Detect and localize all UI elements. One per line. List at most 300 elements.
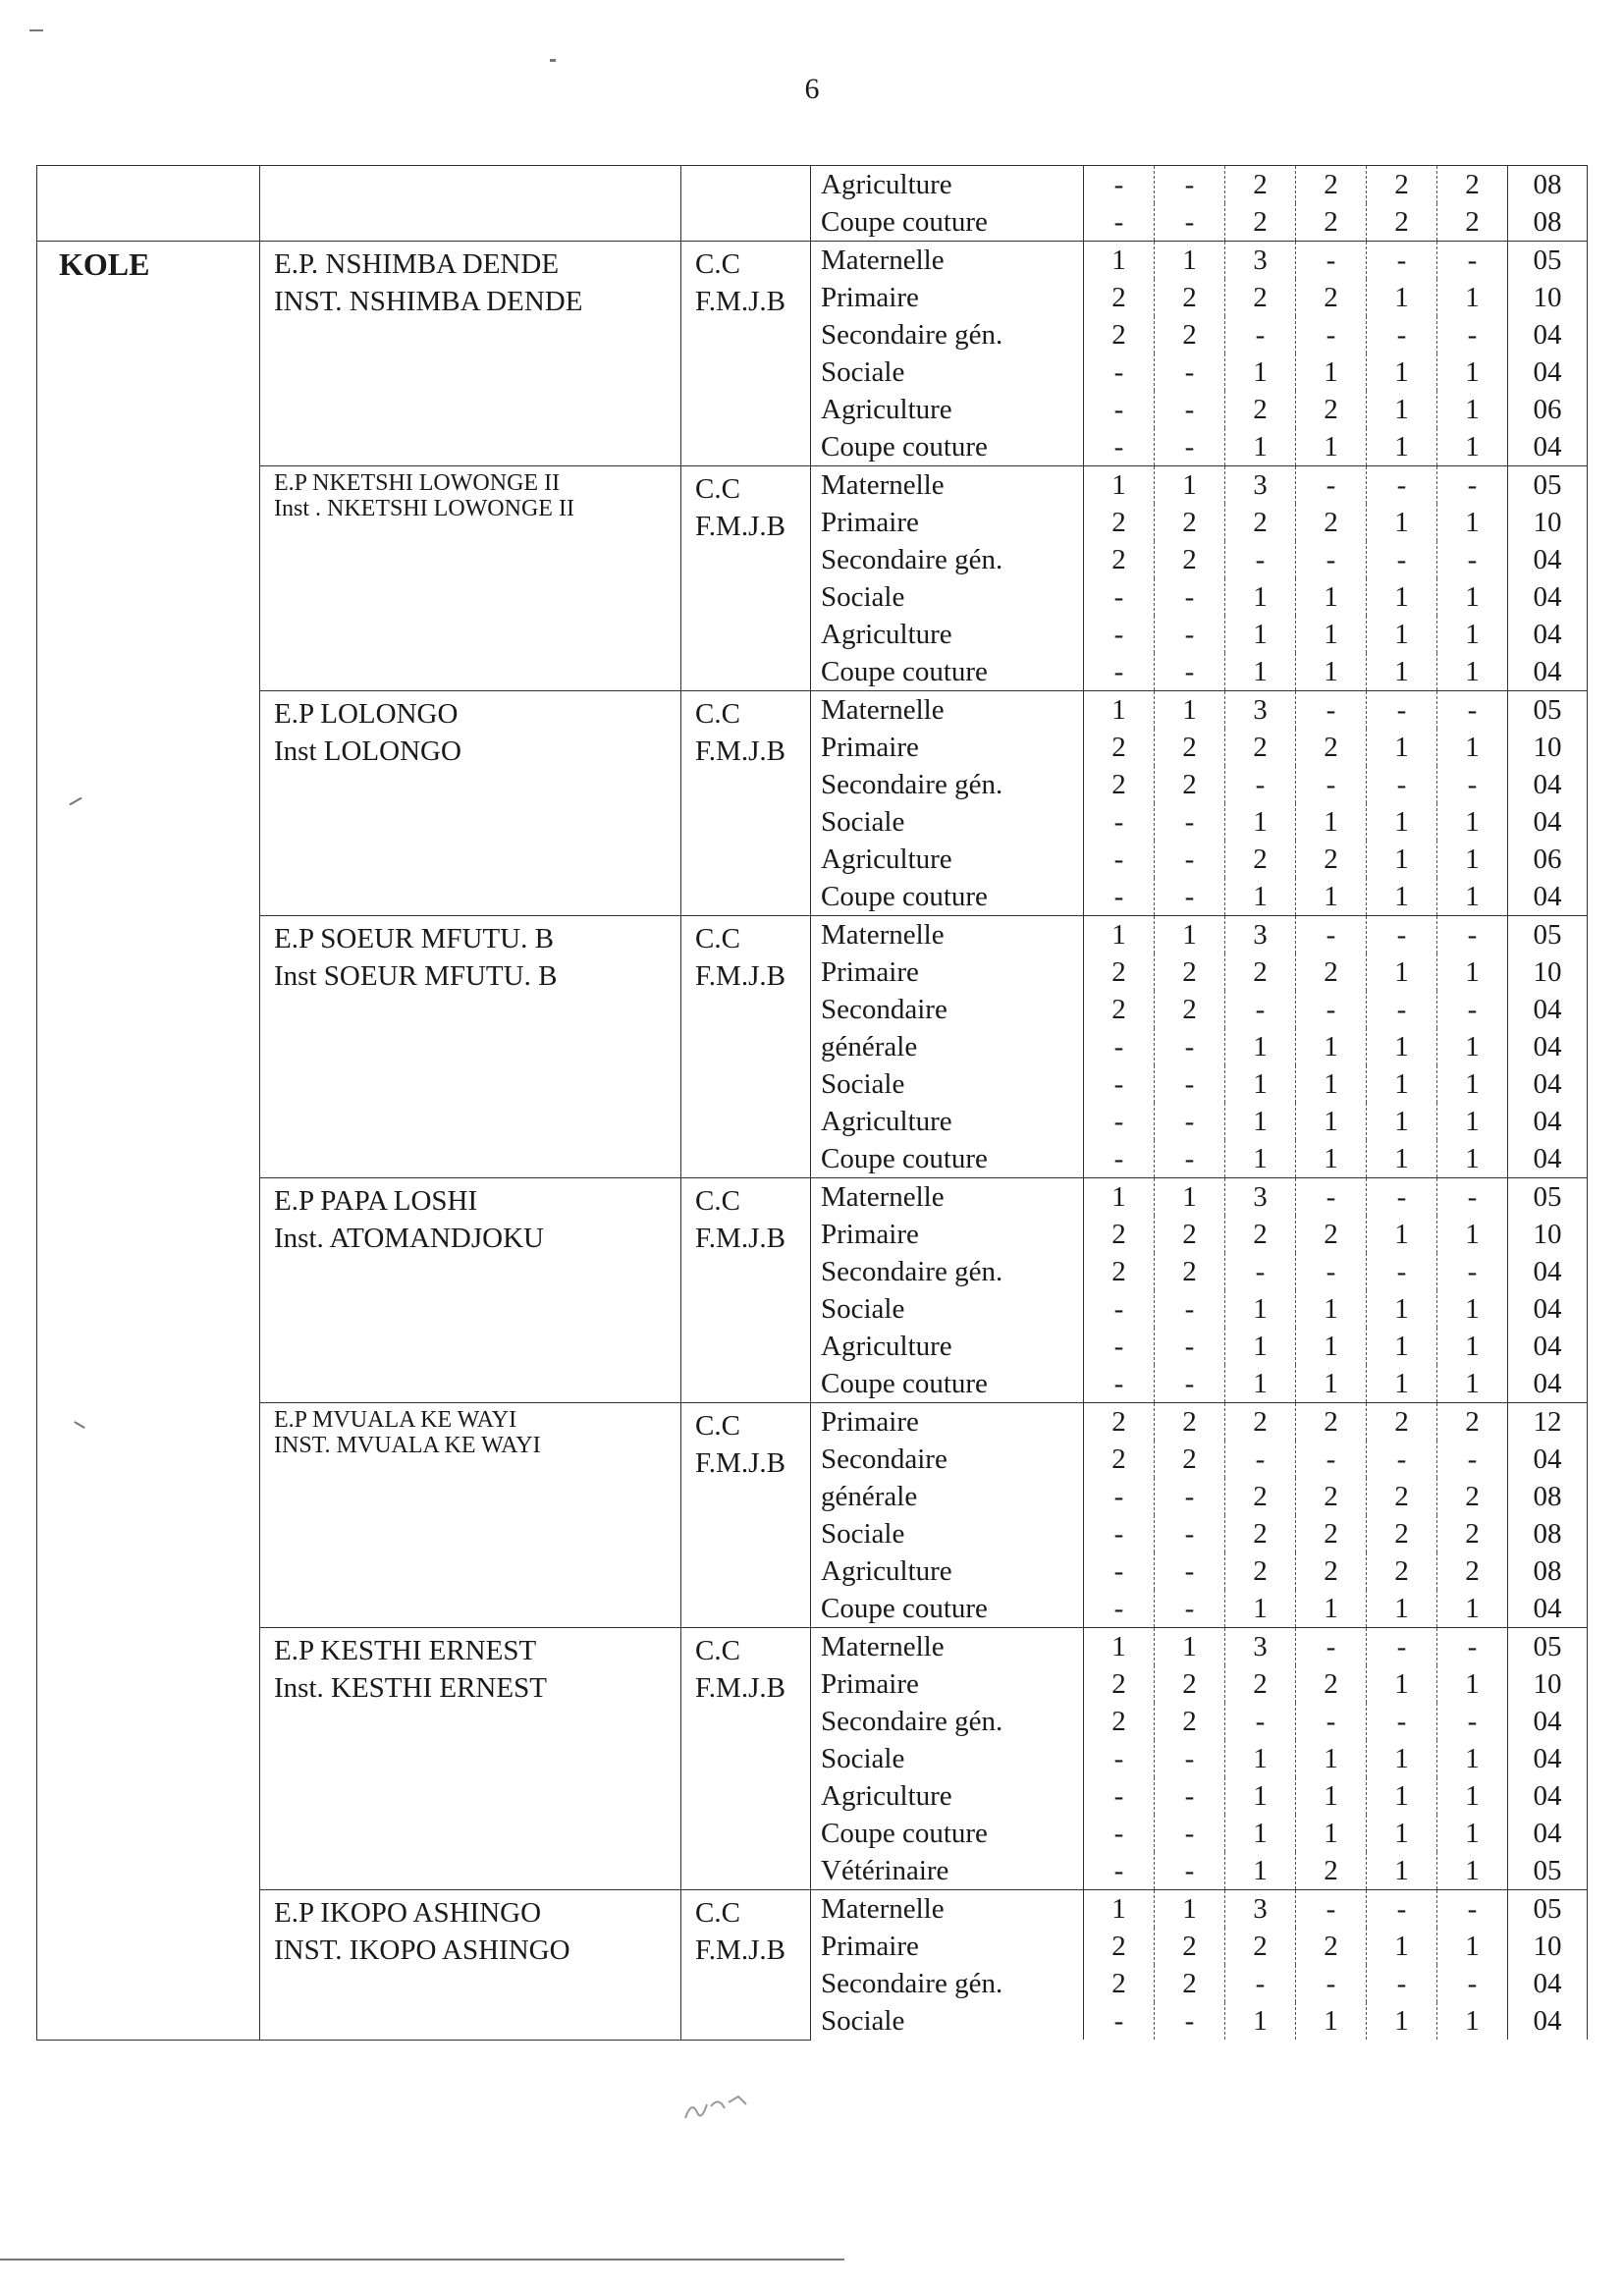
count-cell: 3 [1225, 916, 1296, 954]
total-cell: 08 [1508, 1478, 1588, 1515]
total-cell: 05 [1508, 1178, 1588, 1217]
subject-cell: Sociale [811, 1065, 1084, 1103]
count-cell: 2 [1155, 316, 1225, 354]
total-cell: 10 [1508, 279, 1588, 316]
school-type-label: C.C [695, 1410, 740, 1442]
count-cell: 2 [1084, 1403, 1155, 1442]
scan-speck [550, 59, 556, 62]
total-cell: 04 [1508, 1703, 1588, 1740]
subject-cell: Agriculture [811, 166, 1084, 204]
total-cell: 04 [1508, 541, 1588, 578]
subject-cell: Secondaire gén. [811, 541, 1084, 578]
count-cell: 2 [1296, 1515, 1367, 1552]
count-cell: 1 [1225, 1777, 1296, 1815]
count-cell: - [1225, 541, 1296, 578]
count-cell: 1 [1437, 578, 1508, 616]
count-cell: 1 [1367, 1328, 1437, 1365]
total-cell: 04 [1508, 316, 1588, 354]
count-cell: 1 [1155, 1890, 1225, 1929]
total-cell: 04 [1508, 1965, 1588, 2002]
school-type-label: F.M.J.B [695, 735, 785, 767]
count-cell: - [1225, 991, 1296, 1028]
count-cell: - [1155, 1140, 1225, 1178]
count-cell: 1 [1225, 878, 1296, 916]
subject-cell: Maternelle [811, 916, 1084, 954]
count-cell: 3 [1225, 1178, 1296, 1217]
total-cell: 08 [1508, 1515, 1588, 1552]
school-type [681, 1890, 811, 2041]
count-cell: - [1437, 1178, 1508, 1217]
count-cell: - [1437, 1965, 1508, 2002]
total-cell: 06 [1508, 841, 1588, 878]
count-cell: 2 [1367, 1552, 1437, 1590]
footer-rule [0, 2259, 844, 2260]
count-cell: - [1084, 616, 1155, 653]
count-cell: - [1155, 1777, 1225, 1815]
count-cell: - [1084, 166, 1155, 204]
subject-cell: Agriculture [811, 1328, 1084, 1365]
count-cell: 2 [1155, 1965, 1225, 2002]
count-cell: 1 [1437, 878, 1508, 916]
count-cell: - [1155, 1478, 1225, 1515]
count-cell: 1 [1296, 878, 1367, 916]
count-cell: 1 [1225, 354, 1296, 391]
count-cell: 2 [1296, 1928, 1367, 1965]
count-cell: 2 [1296, 504, 1367, 541]
count-cell: 2 [1225, 1515, 1296, 1552]
subject-cell: Primaire [811, 729, 1084, 766]
count-cell: - [1084, 653, 1155, 691]
count-cell: 2 [1084, 1965, 1155, 2002]
school-names [260, 1178, 681, 1403]
subject-cell: Secondaire gén. [811, 766, 1084, 803]
count-cell: 1 [1296, 616, 1367, 653]
count-cell: 1 [1437, 279, 1508, 316]
count-cell: - [1367, 916, 1437, 954]
count-cell: 2 [1155, 279, 1225, 316]
count-cell: 1 [1367, 1065, 1437, 1103]
subject-cell: Secondaire [811, 991, 1084, 1028]
count-cell: 1 [1225, 1740, 1296, 1777]
count-cell: - [1084, 1590, 1155, 1628]
count-cell: 1 [1084, 916, 1155, 954]
count-cell: - [1084, 1140, 1155, 1178]
count-cell: - [1084, 1365, 1155, 1403]
table-row [37, 1628, 1588, 1666]
subject-cell: Agriculture [811, 1777, 1084, 1815]
count-cell: - [1084, 878, 1155, 916]
school-names [260, 1403, 681, 1628]
count-cell: 1 [1367, 953, 1437, 991]
school-name: E.P NKETSHI LOWONGE II [274, 470, 561, 496]
count-cell: 2 [1155, 766, 1225, 803]
count-cell: 1 [1155, 242, 1225, 280]
school-name: E.P IKOPO ASHINGO [274, 1897, 542, 1929]
count-cell: 3 [1225, 1628, 1296, 1666]
total-cell: 04 [1508, 578, 1588, 616]
count-cell: 1 [1367, 1028, 1437, 1065]
empty-cell [260, 166, 681, 242]
count-cell: 1 [1084, 691, 1155, 730]
count-cell: 2 [1296, 203, 1367, 242]
staff-allocation-table [36, 165, 1588, 2041]
count-cell: 1 [1367, 1103, 1437, 1140]
total-cell: 08 [1508, 203, 1588, 242]
count-cell: - [1296, 766, 1367, 803]
count-cell: - [1225, 1441, 1296, 1478]
count-cell: 1 [1367, 1777, 1437, 1815]
count-cell: - [1084, 1552, 1155, 1590]
school-name: Inst . NKETSHI LOWONGE II [274, 496, 574, 521]
school-name: E.P MVUALA KE WAYI [274, 1407, 517, 1433]
count-cell: 2 [1084, 541, 1155, 578]
count-cell: 1 [1367, 653, 1437, 691]
count-cell: - [1437, 991, 1508, 1028]
school-type-label: F.M.J.B [695, 286, 785, 317]
count-cell: 1 [1155, 916, 1225, 954]
count-cell: - [1155, 1740, 1225, 1777]
count-cell: 2 [1155, 1441, 1225, 1478]
count-cell: - [1367, 1890, 1437, 1929]
count-cell: - [1367, 1628, 1437, 1666]
count-cell: - [1296, 1890, 1367, 1929]
subject-cell: Primaire [811, 1403, 1084, 1442]
count-cell: 1 [1084, 242, 1155, 280]
subject-cell: Sociale [811, 803, 1084, 841]
count-cell: 2 [1367, 1403, 1437, 1442]
count-cell: 1 [1367, 1740, 1437, 1777]
count-cell: - [1084, 1478, 1155, 1515]
count-cell: 2 [1155, 1928, 1225, 1965]
count-cell: 1 [1367, 1852, 1437, 1890]
count-cell: 2 [1084, 1703, 1155, 1740]
table-row [37, 916, 1588, 954]
table-row [37, 1178, 1588, 1217]
count-cell: 1 [1296, 1590, 1367, 1628]
count-cell: - [1155, 428, 1225, 466]
count-cell: - [1155, 1590, 1225, 1628]
total-cell: 05 [1508, 916, 1588, 954]
subject-cell: Primaire [811, 279, 1084, 316]
total-cell: 04 [1508, 803, 1588, 841]
count-cell: 1 [1296, 354, 1367, 391]
count-cell: - [1155, 1852, 1225, 1890]
school-name: INST. IKOPO ASHINGO [274, 1934, 570, 1966]
school-type-label: C.C [695, 698, 740, 730]
count-cell: - [1155, 578, 1225, 616]
subject-cell: Coupe couture [811, 428, 1084, 466]
count-cell: 1 [1367, 1815, 1437, 1852]
count-cell: 1 [1437, 391, 1508, 428]
count-cell: 1 [1437, 1140, 1508, 1178]
total-cell: 05 [1508, 242, 1588, 280]
count-cell: 2 [1367, 1515, 1437, 1552]
total-cell: 04 [1508, 428, 1588, 466]
count-cell: 2 [1296, 1478, 1367, 1515]
count-cell: 1 [1367, 428, 1437, 466]
count-cell: 2 [1367, 203, 1437, 242]
count-cell: 1 [1437, 616, 1508, 653]
total-cell: 10 [1508, 729, 1588, 766]
count-cell: 2 [1437, 166, 1508, 204]
count-cell: 1 [1225, 616, 1296, 653]
total-cell: 04 [1508, 1065, 1588, 1103]
count-cell: 1 [1437, 1328, 1508, 1365]
count-cell: 2 [1225, 729, 1296, 766]
count-cell: - [1084, 1740, 1155, 1777]
subject-cell: Sociale [811, 354, 1084, 391]
count-cell: 2 [1084, 1928, 1155, 1965]
count-cell: - [1225, 316, 1296, 354]
total-cell: 04 [1508, 1328, 1588, 1365]
total-cell: 04 [1508, 354, 1588, 391]
count-cell: 2 [1084, 1665, 1155, 1703]
count-cell: 1 [1367, 729, 1437, 766]
count-cell: 2 [1225, 391, 1296, 428]
table-row [37, 166, 1588, 204]
count-cell: 1 [1084, 1890, 1155, 1929]
school-name: Inst SOEUR MFUTU. B [274, 960, 558, 992]
count-cell: 1 [1437, 1065, 1508, 1103]
count-cell: - [1155, 878, 1225, 916]
count-cell: 1 [1367, 1140, 1437, 1178]
count-cell: 1 [1296, 1328, 1367, 1365]
count-cell: 2 [1225, 1216, 1296, 1253]
school-names [260, 466, 681, 691]
count-cell: 1 [1437, 1028, 1508, 1065]
total-cell: 12 [1508, 1403, 1588, 1442]
count-cell: 1 [1296, 1815, 1367, 1852]
count-cell: 2 [1084, 766, 1155, 803]
count-cell: - [1155, 841, 1225, 878]
count-cell: - [1155, 1290, 1225, 1328]
subject-cell: Coupe couture [811, 203, 1084, 242]
table-row [37, 242, 1588, 280]
count-cell: - [1084, 354, 1155, 391]
total-cell: 10 [1508, 504, 1588, 541]
count-cell: 1 [1296, 803, 1367, 841]
count-cell: 1 [1367, 1665, 1437, 1703]
subject-cell: Primaire [811, 504, 1084, 541]
total-cell: 10 [1508, 1928, 1588, 1965]
count-cell: 2 [1367, 166, 1437, 204]
count-cell: 2 [1437, 1478, 1508, 1515]
subject-cell: Sociale [811, 1740, 1084, 1777]
count-cell: - [1155, 1552, 1225, 1590]
subject-cell: Secondaire gén. [811, 1965, 1084, 2002]
table-row [37, 1403, 1588, 1442]
total-cell: 08 [1508, 1552, 1588, 1590]
school-type-label: C.C [695, 473, 740, 505]
total-cell: 05 [1508, 1852, 1588, 1890]
subject-cell: Sociale [811, 1515, 1084, 1552]
count-cell: - [1367, 1703, 1437, 1740]
school-type [681, 1403, 811, 1628]
count-cell: 3 [1225, 1890, 1296, 1929]
count-cell: - [1155, 1328, 1225, 1365]
count-cell: 1 [1296, 1140, 1367, 1178]
total-cell: 04 [1508, 1815, 1588, 1852]
count-cell: 1 [1437, 1216, 1508, 1253]
count-cell: 1 [1296, 1365, 1367, 1403]
count-cell: - [1296, 991, 1367, 1028]
count-cell: 2 [1437, 203, 1508, 242]
count-cell: 1 [1225, 1140, 1296, 1178]
count-cell: - [1084, 803, 1155, 841]
count-cell: 2 [1296, 391, 1367, 428]
count-cell: - [1225, 1253, 1296, 1290]
count-cell: 1 [1225, 1065, 1296, 1103]
count-cell: - [1367, 316, 1437, 354]
count-cell: - [1437, 1628, 1508, 1666]
count-cell: - [1155, 1815, 1225, 1852]
count-cell: 2 [1225, 166, 1296, 204]
count-cell: 1 [1225, 1815, 1296, 1852]
count-cell: - [1084, 1852, 1155, 1890]
table-row [37, 466, 1588, 505]
total-cell: 05 [1508, 691, 1588, 730]
count-cell: 2 [1296, 1552, 1367, 1590]
count-cell: - [1367, 242, 1437, 280]
count-cell: 2 [1084, 953, 1155, 991]
count-cell: 1 [1225, 803, 1296, 841]
subject-cell: Sociale [811, 578, 1084, 616]
count-cell: 1 [1225, 428, 1296, 466]
count-cell: - [1437, 316, 1508, 354]
count-cell: 2 [1084, 279, 1155, 316]
count-cell: - [1367, 1441, 1437, 1478]
count-cell: 2 [1225, 504, 1296, 541]
school-name: Inst. KESTHI ERNEST [274, 1672, 547, 1704]
count-cell: - [1367, 1965, 1437, 2002]
total-cell: 08 [1508, 166, 1588, 204]
subject-cell: Coupe couture [811, 878, 1084, 916]
count-cell: - [1155, 166, 1225, 204]
count-cell: 1 [1367, 1590, 1437, 1628]
school-type-label: C.C [695, 1185, 740, 1217]
total-cell: 04 [1508, 653, 1588, 691]
count-cell: - [1437, 766, 1508, 803]
subject-cell: Secondaire gén. [811, 1703, 1084, 1740]
school-type-label: F.M.J.B [695, 960, 785, 992]
total-cell: 04 [1508, 1140, 1588, 1178]
table-row [37, 1890, 1588, 1929]
count-cell: - [1296, 916, 1367, 954]
count-cell: - [1225, 1703, 1296, 1740]
subject-cell: Maternelle [811, 242, 1084, 280]
count-cell: 1 [1296, 653, 1367, 691]
count-cell: 2 [1155, 953, 1225, 991]
subject-cell: Sociale [811, 1290, 1084, 1328]
school-type-label: C.C [695, 923, 740, 954]
school-name: INST. NSHIMBA DENDE [274, 286, 583, 317]
subject-cell: Maternelle [811, 1178, 1084, 1217]
subject-cell: Coupe couture [811, 1365, 1084, 1403]
count-cell: 2 [1155, 1253, 1225, 1290]
subject-cell: Coupe couture [811, 1815, 1084, 1852]
count-cell: - [1296, 691, 1367, 730]
count-cell: 1 [1437, 1815, 1508, 1852]
total-cell: 06 [1508, 391, 1588, 428]
school-names [260, 1890, 681, 2041]
subject-cell: Agriculture [811, 841, 1084, 878]
count-cell: 1 [1296, 1740, 1367, 1777]
count-cell: 2 [1296, 279, 1367, 316]
count-cell: 2 [1225, 1928, 1296, 1965]
count-cell: 2 [1155, 1665, 1225, 1703]
count-cell: - [1084, 1515, 1155, 1552]
count-cell: 1 [1437, 653, 1508, 691]
count-cell: - [1296, 1253, 1367, 1290]
total-cell: 04 [1508, 878, 1588, 916]
total-cell: 04 [1508, 1740, 1588, 1777]
school-type-label: F.M.J.B [695, 1447, 785, 1479]
subject-cell: Coupe couture [811, 1140, 1084, 1178]
count-cell: - [1155, 391, 1225, 428]
total-cell: 04 [1508, 766, 1588, 803]
subject-cell: générale [811, 1478, 1084, 1515]
school-type [681, 242, 811, 466]
count-cell: 2 [1155, 729, 1225, 766]
count-cell: 2 [1296, 953, 1367, 991]
count-cell: - [1155, 653, 1225, 691]
count-cell: 2 [1296, 1216, 1367, 1253]
subject-cell: Coupe couture [811, 653, 1084, 691]
count-cell: - [1084, 1290, 1155, 1328]
count-cell: - [1155, 616, 1225, 653]
count-cell: - [1367, 466, 1437, 505]
table-row [37, 691, 1588, 730]
count-cell: 2 [1084, 1253, 1155, 1290]
school-name: E.P. NSHIMBA DENDE [274, 248, 560, 280]
school-name: E.P PAPA LOSHI [274, 1185, 478, 1217]
count-cell: - [1367, 1178, 1437, 1217]
count-cell: - [1155, 803, 1225, 841]
school-type-label: F.M.J.B [695, 1223, 785, 1254]
count-cell: 3 [1225, 242, 1296, 280]
count-cell: 2 [1155, 991, 1225, 1028]
count-cell: 1 [1437, 1852, 1508, 1890]
count-cell: - [1296, 1441, 1367, 1478]
count-cell: 1 [1225, 2002, 1296, 2040]
count-cell: 1 [1437, 1740, 1508, 1777]
count-cell: 1 [1437, 1590, 1508, 1628]
subject-cell: Secondaire gén. [811, 1253, 1084, 1290]
count-cell: 2 [1296, 1852, 1367, 1890]
subject-cell: Agriculture [811, 1103, 1084, 1140]
total-cell: 04 [1508, 1590, 1588, 1628]
count-cell: 1 [1225, 653, 1296, 691]
school-name: Inst LOLONGO [274, 735, 461, 767]
subject-cell: Maternelle [811, 466, 1084, 505]
count-cell: - [1155, 1028, 1225, 1065]
count-cell: 2 [1084, 1441, 1155, 1478]
region-name: KOLE [37, 242, 260, 2041]
count-cell: 2 [1225, 1665, 1296, 1703]
count-cell: - [1437, 1441, 1508, 1478]
count-cell: 2 [1437, 1515, 1508, 1552]
count-cell: 2 [1296, 729, 1367, 766]
count-cell: 1 [1296, 1065, 1367, 1103]
count-cell: - [1367, 691, 1437, 730]
count-cell: 2 [1296, 166, 1367, 204]
total-cell: 04 [1508, 1290, 1588, 1328]
count-cell: - [1084, 841, 1155, 878]
count-cell: 1 [1084, 1628, 1155, 1666]
count-cell: - [1225, 766, 1296, 803]
school-name: E.P KESTHI ERNEST [274, 1635, 537, 1666]
count-cell: - [1084, 578, 1155, 616]
